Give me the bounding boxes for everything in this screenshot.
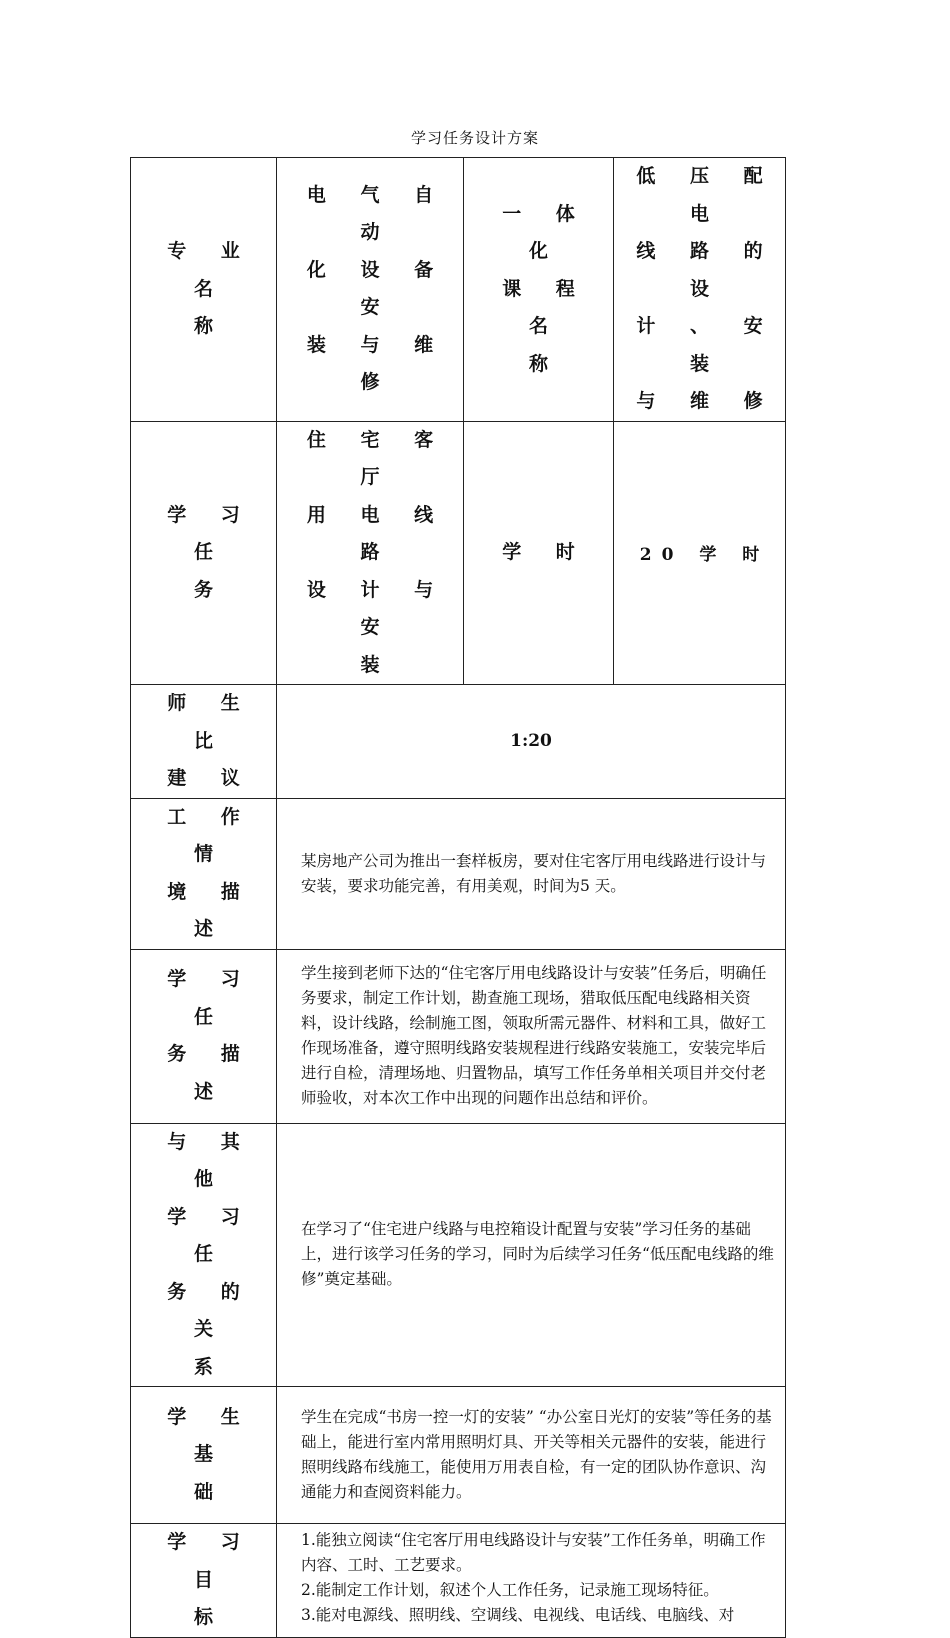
- ratio-label: 师 生 比 建 议: [131, 685, 277, 799]
- row-ratio: [131, 685, 786, 799]
- plan-table: [130, 157, 786, 1638]
- goal-item: 1.能独立阅读“住宅客厅用电线路设计与安装”工作任务单，明确工作内容、工时、工艺要求。: [301, 1531, 766, 1574]
- goal-label: 学 习 目 标: [131, 1524, 277, 1638]
- row-task-description: [131, 949, 786, 1123]
- taskdesc-label: 学 习 任 务 描 述: [131, 949, 277, 1123]
- course-label: 一 体 化 课 程 名 称: [464, 158, 614, 422]
- scenario-label: 工 作 情 境 描 述: [131, 798, 277, 949]
- row-basis: [131, 1387, 786, 1524]
- task-value: 住 宅 客 厅 用 电 线 路 设 计 与 安 装: [277, 421, 464, 685]
- ratio-value: 1:20: [277, 685, 786, 799]
- major-value: 电 气 自 动 化 设 备 安 装 与 维 修: [277, 158, 464, 422]
- row-relation: [131, 1123, 786, 1387]
- hours-value: 20 学 时: [614, 421, 786, 685]
- row-task: [131, 421, 786, 685]
- row-major: [131, 158, 786, 422]
- basis-label: 学 生 基 础: [131, 1387, 277, 1524]
- relation-label: 与 其 他 学 习 任 务 的 关 系: [131, 1123, 277, 1387]
- row-scenario: [131, 798, 786, 949]
- row-goals: [131, 1524, 786, 1638]
- task-label: 学 习 任 务: [131, 421, 277, 685]
- goal-item: 3.能对电源线、照明线、空调线、电视线、电话线、电脑线、对: [301, 1606, 735, 1624]
- hours-label: 学 时: [464, 421, 614, 685]
- scenario-text: 某房地产公司为推出一套样板房，要对住宅客厅用电线路进行设计与安装，要求功能完善，有用美观，时间为5 天。: [277, 798, 786, 949]
- course-value: 低 压 配 电 线 路 的 设 计 、 安 装 与 维 修: [614, 158, 786, 422]
- basis-text: 学生在完成“书房一控一灯的安装” “办公室日光灯的安装”等任务的基础上，能进行室内常用照明灯具、开关等相关元器件的安装，能进行照明线路布线施工，能使用万用表自检，有一定的团队协作意识、沟通能力和查阅资料能力。: [277, 1387, 786, 1524]
- major-label: 专 业 名 称: [131, 158, 277, 422]
- document-title: 学习任务设计方案: [410, 129, 539, 147]
- relation-text: 在学习了“住宅进户线路与电控箱设计配置与安装”学习任务的基础上，进行该学习任务的学习，同时为后续学习任务“低压配电线路的维修”奠定基础。: [277, 1123, 786, 1387]
- goal-list: [277, 1524, 786, 1638]
- taskdesc-text: 学生接到老师下达的“住宅客厅用电线路设计与安装”任务后，明确任务要求，制定工作计划，勘查施工现场，猎取低压配电线路相关资料，设计线路，绘制施工图，领取所需元器件、材料和工具，做好工作现场准备，遵守照明线路安装规程进行线路安装施工，安装完毕后进行自检，清理场地、归置物品，填写工作任务单相关项目并交付老师验收，对本次工作中出现的问题作出总结和评价。: [277, 949, 786, 1123]
- goal-item: 2.能制定工作计划，叙述个人工作任务，记录施工现场特征。: [301, 1581, 719, 1599]
